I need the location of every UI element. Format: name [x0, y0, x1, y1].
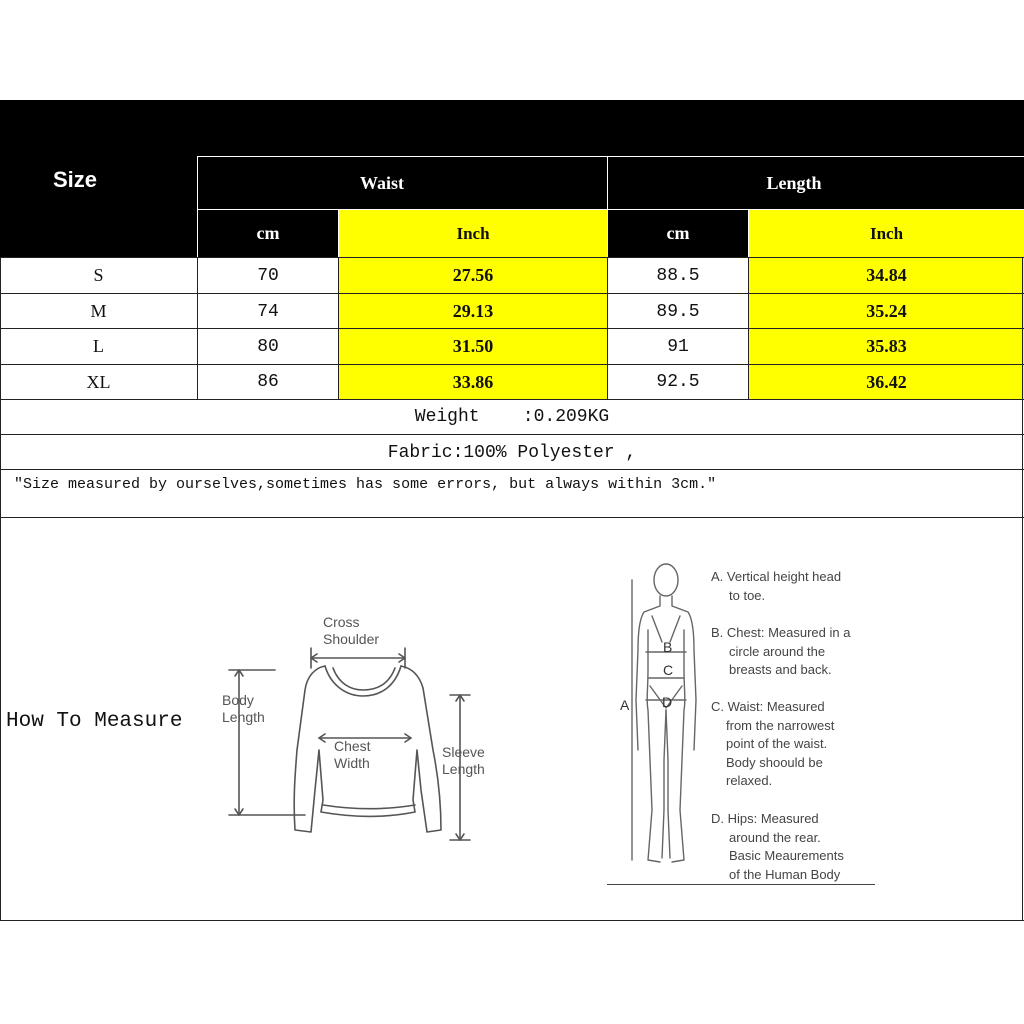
note-line: to toe. [729, 587, 766, 603]
grid-line [748, 257, 749, 399]
note-height [711, 568, 841, 605]
how-to-measure-title: How To Measure [6, 710, 183, 733]
note-line: from the narrowest [726, 717, 835, 733]
length-cm-l: 91 [667, 336, 689, 357]
length-inch-m: 35.24 [866, 301, 907, 321]
note-line: breasts and back. [729, 662, 832, 677]
size-label-xl: XL [86, 371, 111, 392]
human-figure-illustration [618, 560, 708, 870]
header-top-band [197, 100, 1024, 156]
body-letter-b: B [663, 639, 673, 655]
length-inch-xl: 36.42 [866, 371, 907, 392]
body-length-line-2: Length [222, 709, 265, 725]
waist-group-label: Waist [359, 172, 404, 193]
body-letter-d: D [662, 694, 673, 710]
waist-inch-label: Inch [456, 223, 490, 243]
grid-line [0, 364, 1024, 365]
cross-shoulder-line-1: Cross [323, 614, 360, 630]
body-letter-a: A [620, 697, 630, 713]
waist-cm-label: cm [256, 223, 280, 243]
grid-line [0, 399, 1024, 400]
waist-cm-l: 80 [257, 336, 279, 357]
waist-inch-m: 29.13 [452, 301, 494, 321]
grid-line [1022, 257, 1023, 920]
note-line: D. Hips: Measured [711, 811, 819, 826]
note-line: circle around the [729, 643, 826, 659]
grid-line [197, 257, 198, 399]
note-line: around the rear. [729, 829, 821, 845]
chest-width-label [334, 738, 371, 772]
waist-inch-l: 31.50 [452, 336, 494, 356]
note-line: of the Human Body [729, 866, 841, 882]
chest-width-line-2: Width [334, 755, 370, 771]
body-length-line-1: Body [222, 692, 254, 708]
length-group-label: Length [766, 172, 822, 193]
size-label-s: S [93, 265, 104, 285]
sleeve-length-line-1: Sleeve [442, 744, 485, 760]
grid-line [0, 257, 1, 920]
note-line: point of the waist. [726, 736, 828, 751]
length-cm-s: 88.5 [656, 265, 700, 286]
grid-line [0, 920, 1024, 921]
waist-cm-s: 70 [257, 265, 279, 286]
chest-width-line-1: Chest [334, 738, 371, 754]
grid-line [0, 517, 1024, 518]
grid-line [0, 434, 1024, 435]
note-hips [711, 810, 844, 884]
note-line: A. Vertical height head [711, 569, 842, 584]
grid-line [0, 257, 1024, 258]
waist-cm-m: 74 [257, 301, 279, 322]
weight-info: Weight :0.209KG [414, 407, 610, 427]
length-inch-l: 35.83 [866, 336, 907, 356]
note-chest [711, 624, 850, 680]
length-inch-s: 34.84 [866, 265, 907, 285]
size-label-l: L [93, 336, 104, 356]
baseline-rule [607, 884, 875, 885]
length-cm-label: cm [666, 223, 690, 243]
cross-shoulder-line-2: Shoulder [323, 631, 380, 647]
waist-cm-xl: 86 [257, 372, 279, 392]
size-label-m: M [90, 301, 107, 321]
grid-line [0, 469, 1024, 470]
waist-inch-xl: 33.86 [452, 371, 494, 392]
grid-line [0, 328, 1024, 329]
body-length-label [222, 692, 265, 726]
note-line: B. Chest: Measured in a [711, 625, 851, 640]
note-waist [711, 698, 834, 791]
waist-inch-s: 27.56 [452, 265, 494, 285]
note-line: C. Waist: Measured [711, 699, 825, 714]
note-line: relaxed. [726, 773, 773, 788]
fabric-info: Fabric:100% Polyester , [387, 442, 637, 463]
grid-line [607, 257, 608, 399]
measurement-disclaimer: "Size measured by ourselves,sometimes has some errors, but always within 3cm." [14, 476, 717, 493]
cross-shoulder-label [323, 614, 379, 648]
length-cm-m: 89.5 [656, 301, 700, 322]
note-line: Basic Meaurements [729, 848, 844, 863]
grid-line [338, 257, 339, 399]
sleeve-length-label [442, 744, 485, 778]
sleeve-length-line-2: Length [442, 761, 485, 777]
length-inch-label: Inch [869, 223, 904, 243]
length-cm-xl: 92.5 [656, 372, 700, 392]
note-line: Body shoould be [726, 754, 823, 770]
grid-line [0, 293, 1024, 294]
size-column-header: Size [52, 167, 98, 192]
body-letter-c: C [663, 662, 674, 678]
